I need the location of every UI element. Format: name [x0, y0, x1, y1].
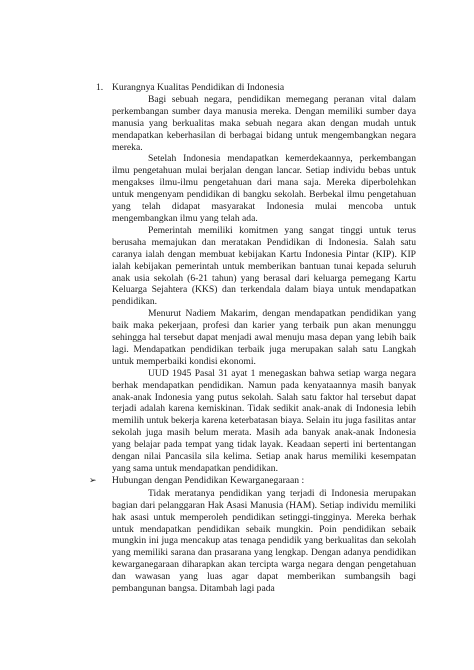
- subsection-heading: [89, 475, 416, 488]
- paragraph: Pemerintah memiliki komitmen yang sangat tinggi untuk terus berusaha memajukan dan meratakan Pendidikan di Indonesia. Salah satu caranya ialah dengan membuat kebijakan Kartu Indonesia Pintar (KIP). KIP ialah kebijakan pemerintah untuk memberikan bantuan tunai kepada seluruh anak usia sekolah (6-21 tahun) yang berasal dari keluarga pemegang Kartu Keluarga Sejahtera (KKS) dan terkendala dalam biaya untuk mendapatkan pendidikan.: [112, 224, 416, 308]
- section-heading: [96, 82, 416, 94]
- subsection-title: Hubungan dengan Pendidikan Kewarganegaraan :: [112, 474, 305, 486]
- paragraph: Tidak meratanya pendidikan yang terjadi di Indonesia merupakan bagian dari pelanggaran Hak Asasi Manusia (HAM). Setiap individu memiliki hak asasi untuk memperoleh pendidikan setinggi-tingginya. Mereka berhak untuk mendapatkan pendidikan sebaik mungkin. Poin pendidikan sebaik mungkin ini juga mencakup atas tenaga pendidik yang berkualitas dan sekolah yang memiliki sarana dan prasarana yang lengkap. Dengan adanya pendidikan kewarganegaraan diharapkan akan tercipta warga negara dengan pengetahuan dan wawasan yang luas agar dapat memberikan sumbangsih bagi pembangunan bangsa. Ditambah lagi pada: [112, 487, 416, 595]
- paragraph: UUD 1945 Pasal 31 ayat 1 menegaskan bahwa setiap warga negara berhak mendapatkan pendidikan. Namun pada kenyataannya masih banyak anak-anak Indonesia yang putus sekolah. Salah satu faktor hal tersebut dapat terjadi adalah karena kemiskinan. Tidak sedikit anak-anak di Indonesia lebih memilih untuk bekerja karena keterbatasan biaya. Selain itu juga fasilitas antar sekolah juga masih belum merata. Masih ada banyak anak-anak Indonesia yang belajar pada tempat yang tidak layak. Keadaan seperti ini bertentangan dengan nilai Pancasila sila kelima. Setiap anak harus memiliki kesempatan yang sama untuk mendapatkan pendidikan.: [112, 367, 416, 474]
- paragraph: Bagi sebuah negara, pendidikan memegang peranan vital dalam perkembangan sumber daya manusia mereka. Dengan memiliki sumber daya manusia yang berkualitas maka sebuah negara akan dengan mudah untuk mendapatkan keberhasilan di berbagai bidang untuk mengembangkan negara mereka.: [112, 93, 416, 153]
- section-title: Kurangnya Kualitas Pendidikan di Indonesia: [112, 82, 285, 93]
- arrow-bullet-icon: ➢: [89, 475, 97, 486]
- paragraph: Menurut Nadiem Makarim, dengan mendapatkan pendidikan yang baik maka pekerjaan, profesi dan karier yang terbaik pun akan menunggu sehingga hal tersebut dapat menjadi awal menuju masa depan yang lebih baik lagi. Mendapatkan pendidikan terbaik juga merupakan salah satu Langkah untuk memperbaiki kondisi ekonomi.: [112, 308, 416, 367]
- paragraph: Setelah Indonesia mendapatkan kemerdekaannya, perkembangan ilmu pengetahuan mulai berjalan dengan lancar. Setiap individu bebas untuk mengakses ilmu-ilmu pengetahuan dari mana saja. Mereka diperbolehkan untuk mengenyam pendidikan di bangku sekolah. Berbekal ilmu pengetahuan yang telah didapat masyarakat Indonesia mulai mencoba untuk mengembangkan ilmu yang telah ada.: [112, 153, 416, 224]
- section-number: 1.: [96, 82, 104, 93]
